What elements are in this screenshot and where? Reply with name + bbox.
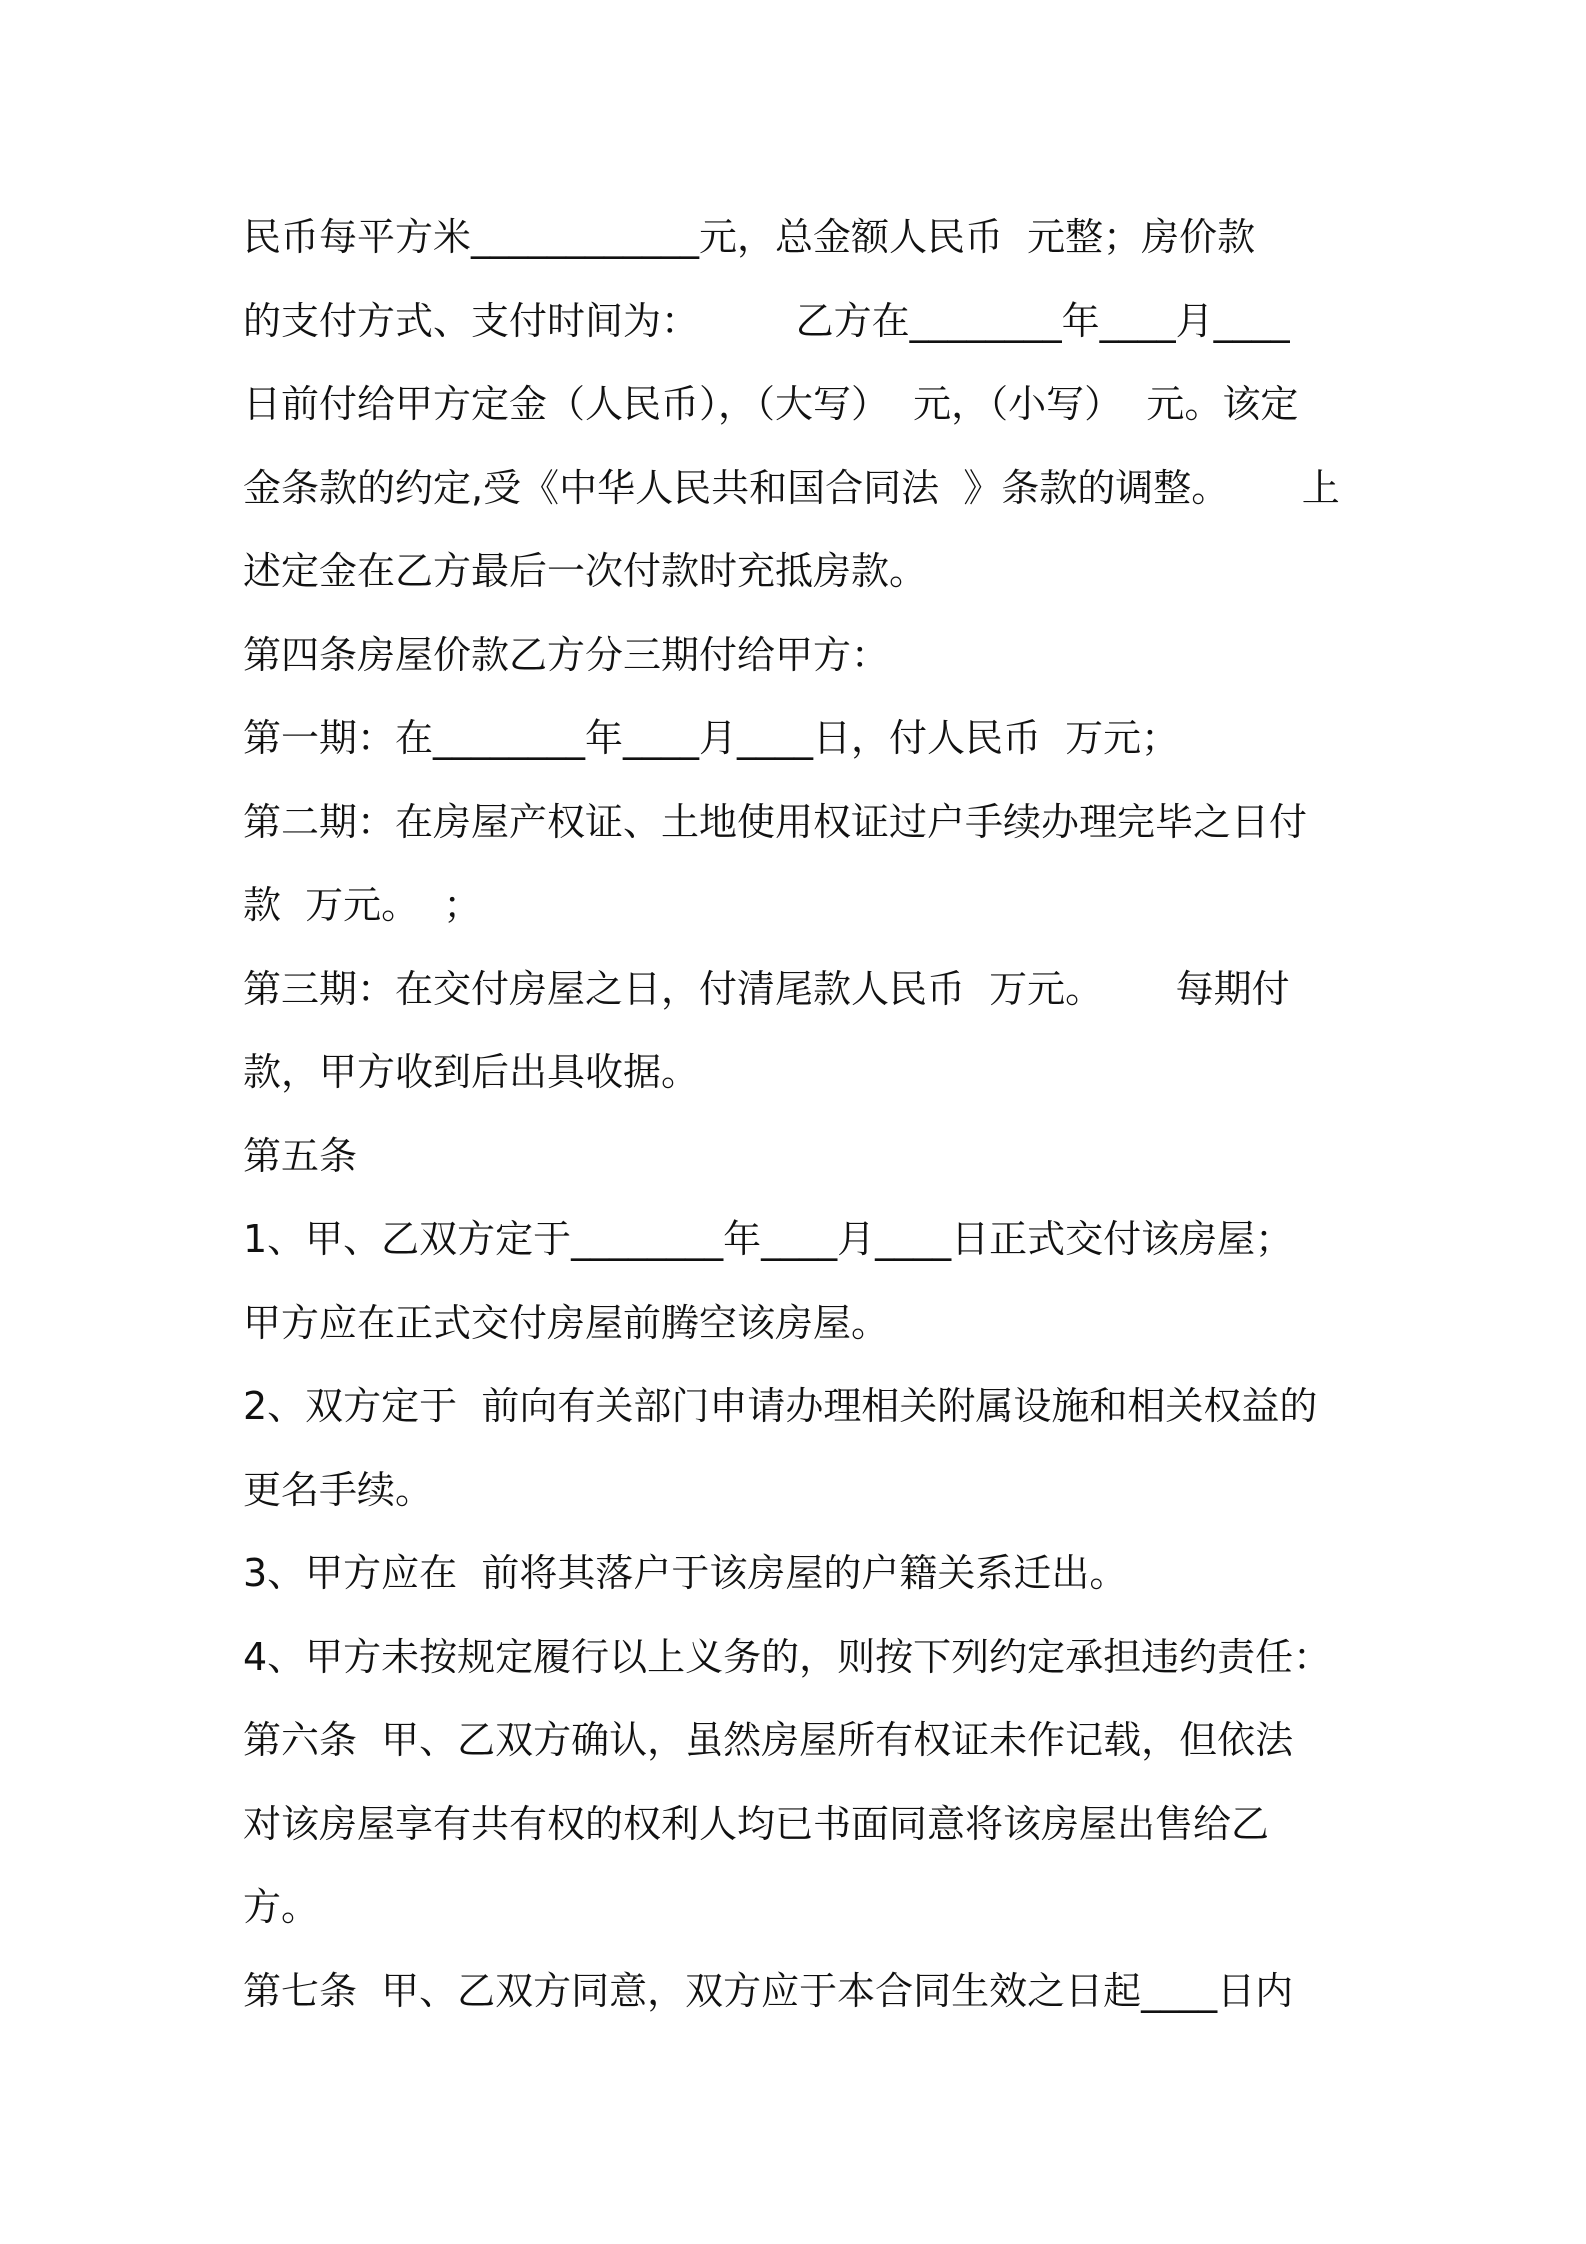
contract-line-3: 日前付给甲方定金（人民币），（大写） 元，（小写） 元。该定 bbox=[243, 382, 1299, 426]
article-five-heading: 第五条 bbox=[243, 1133, 358, 1178]
article-six: 第六条 甲、乙双方确认，虽然房屋所有权证未作记载，但依法 bbox=[243, 1718, 1294, 1762]
article-five-item-4: 4、甲方未按规定履行以上义务的，则按下列约定承担违约责任： bbox=[243, 1634, 1332, 1679]
contract-body bbox=[243, 196, 1363, 2033]
article-five-item-2: 2、双方定于 前向有关部门申请办理相关附属设施和相关权益的 bbox=[243, 1384, 1318, 1428]
article-four-heading: 第四条房屋价款乙方分三期付给甲方： bbox=[243, 632, 890, 677]
article-seven: 第七条 甲、乙双方同意，双方应于本合同生效之日起____日内 bbox=[243, 1968, 1294, 2013]
contract-line-4: 金条款的约定,受《中华人民共和国合同法 》条款的调整。 上 bbox=[243, 465, 1340, 510]
article-five-item-2-cont: 更名手续。 bbox=[243, 1467, 434, 1512]
payment-phase-one: 第一期：在________年____月____日，付人民币 万元； bbox=[243, 716, 1180, 760]
article-six-cont-2: 方。 bbox=[243, 1885, 320, 1929]
article-five-item-3: 3、甲方应在 前将其落户于该房屋的户籍关系迁出。 bbox=[243, 1551, 1128, 1595]
article-five-item-1: 1、甲、乙双方定于________年____月____日正式交付该房屋； bbox=[243, 1217, 1294, 1261]
article-six-cont-1: 对该房屋享有共有权的权利人均已书面同意将该房屋出售给乙 bbox=[243, 1801, 1270, 1846]
payment-phase-three-cont: 款，甲方收到后出具收据。 bbox=[243, 1050, 700, 1094]
contract-line-1: 民币每平方米____________元，总金额人民币 元整；房价款 bbox=[243, 215, 1256, 259]
contract-line-5: 述定金在乙方最后一次付款时充抵房款。 bbox=[243, 549, 928, 593]
payment-phase-three: 第三期：在交付房屋之日，付清尾款人民币 万元。 每期付 bbox=[243, 966, 1290, 1011]
contract-line-2: 的支付方式、支付时间为： 乙方在________年____月____ bbox=[243, 298, 1290, 343]
article-five-item-1-cont: 甲方应在正式交付房屋前腾空该房屋。 bbox=[243, 1300, 890, 1345]
payment-phase-two: 第二期：在房屋产权证、土地使用权证过户手续办理完毕之日付 bbox=[243, 799, 1308, 844]
payment-phase-two-cont: 款 万元。 ； bbox=[243, 883, 482, 927]
